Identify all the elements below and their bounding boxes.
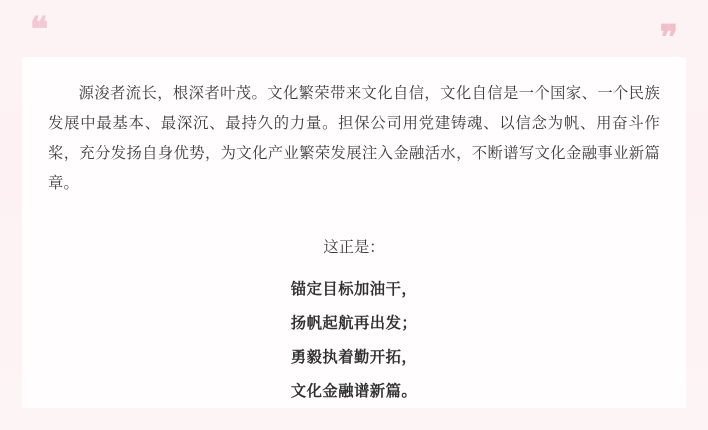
quote-open-icon: ❝ — [30, 12, 49, 49]
article-paragraph: 源浚者流长，根深者叶茂。文化繁荣带来文化自信，文化自信是一个国家、一个民族发展中最基本、最深沉、最持久的力量。担保公司用党建铸魂、以信念为帆、用奋斗作桨，充分发扬自身优势，为文化产业繁荣发展注入金融活水，不断谱写文化金融事业新篇章。 — [48, 85, 660, 192]
verse-line: 扬帆起航再出发； — [290, 315, 418, 332]
verse-line: 文化金融谱新篇。 — [290, 383, 418, 400]
verse-block — [48, 273, 660, 409]
verse-line: 锚定目标加油干， — [290, 281, 418, 298]
verse-lead-in: 这正是： — [323, 239, 385, 256]
content-panel — [22, 57, 686, 408]
verse-line: 勇毅执着勤开拓， — [290, 349, 418, 366]
quote-close-icon: ❞ — [659, 20, 678, 57]
